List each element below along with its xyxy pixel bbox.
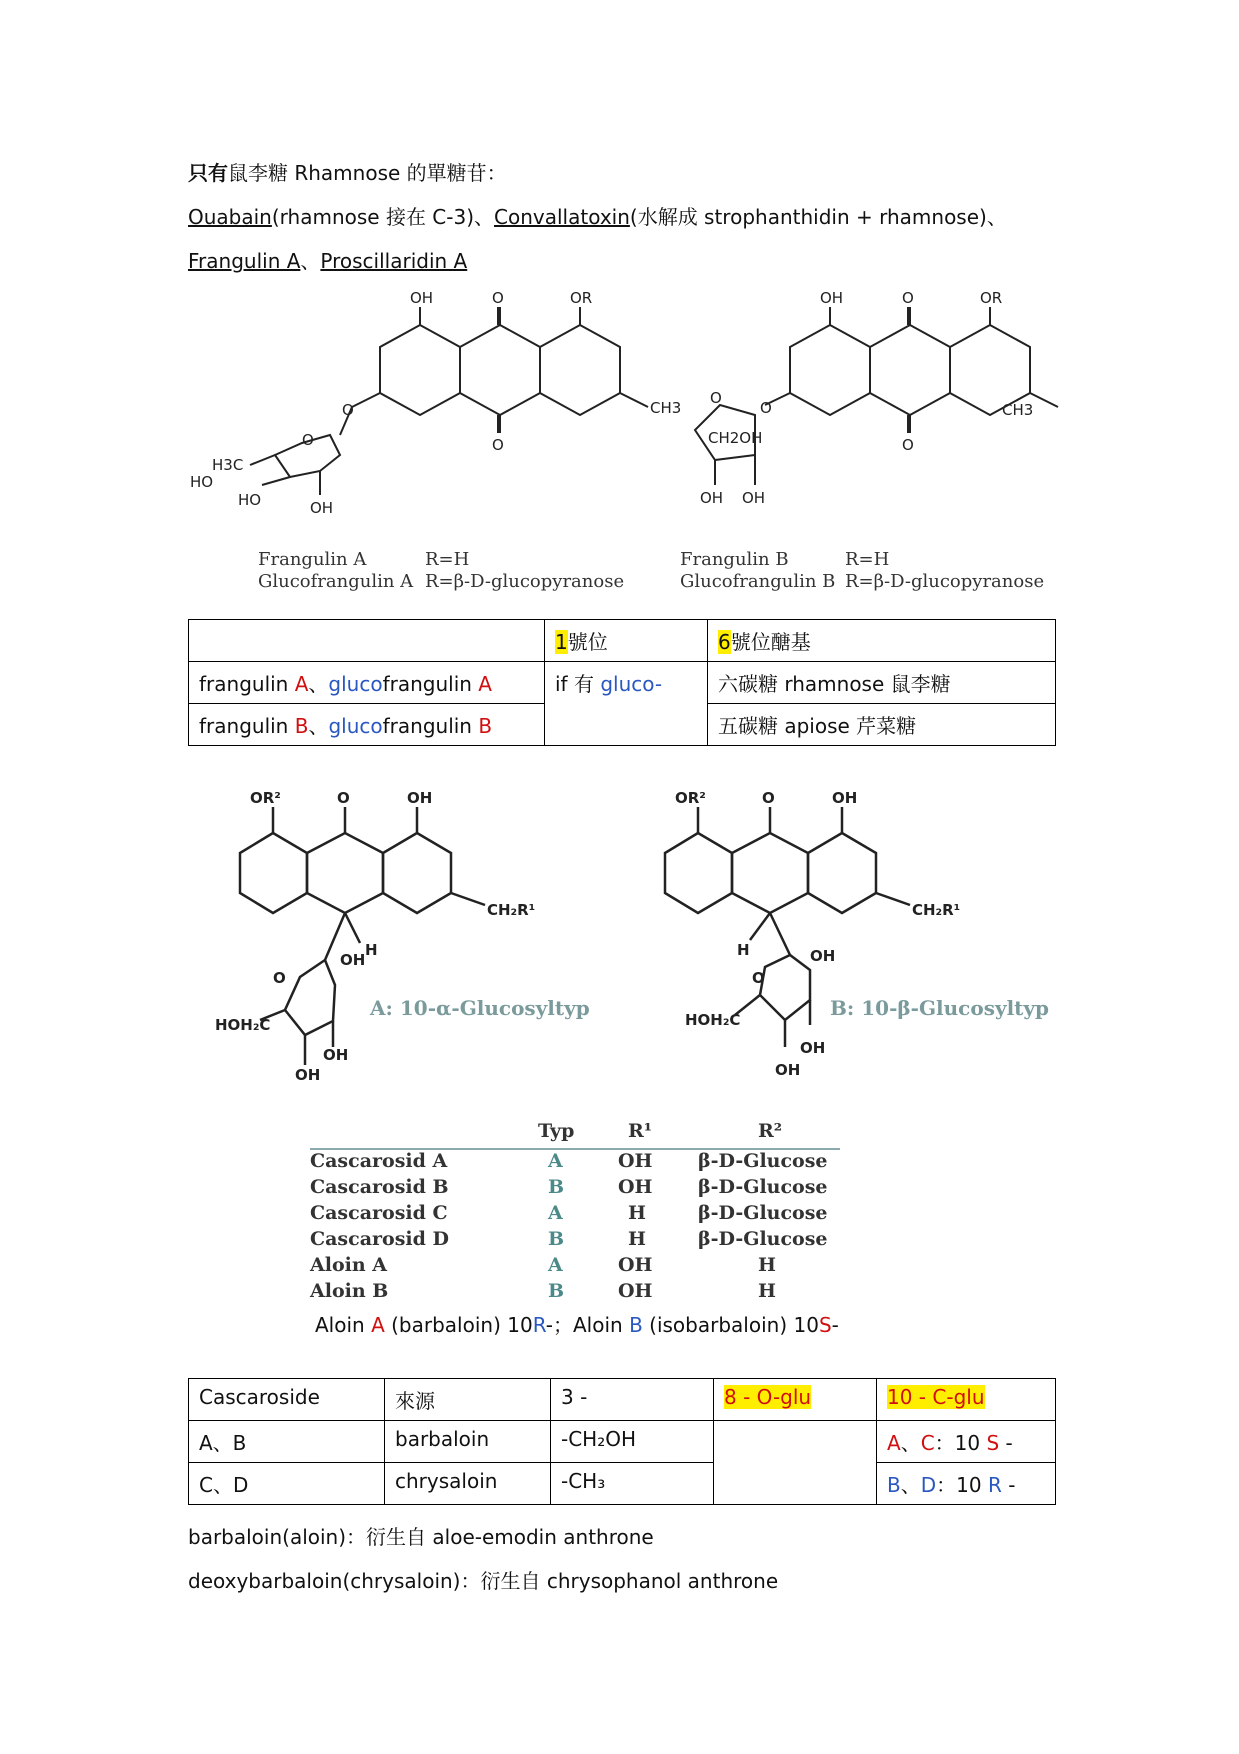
fa-h3c-label: H3C — [212, 456, 244, 474]
table-row-typ: A — [548, 1254, 563, 1276]
table-row-name: Cascarosid C — [310, 1202, 448, 1224]
table-row-typ: B — [548, 1228, 565, 1250]
al-o-label: O — [337, 789, 350, 807]
fa-o-link-label: O — [342, 401, 354, 419]
table-row-r2: β-D-Glucose — [698, 1228, 828, 1250]
aloin-stereo-line — [315, 1312, 839, 1338]
header-cell — [877, 1379, 1056, 1421]
al-ch2r1-label: CH₂R¹ — [487, 901, 536, 919]
table-cell — [877, 1421, 1056, 1463]
table-cell — [189, 704, 545, 746]
alpha-glucosyltyp-label: A: 10-α-Glucosyltyp — [370, 996, 590, 1020]
table-row — [189, 662, 1056, 704]
table-row — [189, 1421, 1056, 1463]
list-separator: 、 — [300, 249, 321, 273]
table-cell — [714, 1421, 877, 1505]
cell-text: frangulin — [382, 714, 479, 738]
table-row — [189, 620, 1056, 662]
position-1-text: 號位 — [567, 630, 608, 654]
fa-oh-label: OH — [410, 289, 434, 307]
ouabain-note: (rhamnose 接在 C-3)、 — [271, 205, 495, 229]
fb-oh-label: OH — [820, 289, 844, 307]
text-run: - — [831, 1313, 839, 1337]
cell-text: gluco- — [600, 672, 663, 696]
fb-cap1-name: Frangulin B — [680, 549, 789, 570]
be-o-label: O — [762, 789, 775, 807]
fa-cap1-r: R=H — [425, 549, 470, 570]
proscillaridin-a-link: Proscillaridin A — [320, 249, 468, 273]
fb-ch2oh-label: CH2OH — [708, 429, 763, 447]
position-1-highlight: 1 — [555, 630, 568, 654]
fb-o-bottom-label: O — [902, 436, 914, 454]
fa-cap2-r: R=β-D-glucopyranose — [425, 571, 625, 592]
table-row-name: Cascarosid B — [310, 1176, 449, 1198]
table-cell — [545, 620, 708, 662]
header-cell: Cascaroside — [189, 1379, 385, 1421]
fa-o-ring-label: O — [302, 431, 314, 449]
table-cell: chrysaloin — [385, 1463, 551, 1505]
table-row-r2: H — [758, 1254, 776, 1276]
cell-text: - — [1001, 1473, 1016, 1497]
fb-cap2-r: R=β-D-glucopyranose — [845, 571, 1045, 592]
cell-text: S — [986, 1431, 1000, 1455]
be-ch2r1-label: CH₂R¹ — [912, 901, 961, 919]
text-run: S — [818, 1313, 832, 1337]
beta-glucosyltyp-label: B: 10-β-Glucosyltyp — [830, 996, 1050, 1020]
header-cell: 3 - — [551, 1379, 714, 1421]
heading-rhamnose-glycosides — [188, 160, 507, 186]
table-row-typ: A — [548, 1202, 563, 1224]
cell-text: A — [478, 672, 492, 696]
fa-o-bottom-label: O — [492, 436, 504, 454]
cell-text: frangulin — [199, 714, 295, 738]
heading-bold: 只有 — [188, 161, 228, 185]
be-hoh2c-label: HOH₂C — [685, 1011, 741, 1029]
heading-rest: 鼠李糖 Rhamnose 的單糖苷： — [228, 161, 507, 185]
glycoside-list-line-2 — [188, 248, 467, 274]
table-cell — [189, 620, 545, 662]
cell-text: frangulin — [382, 672, 479, 696]
barbaloin-note: barbaloin(aloin)：衍生自 aloe-emodin anthrone — [188, 1525, 654, 1549]
cell-text: - — [999, 1431, 1013, 1455]
r1-header: R¹ — [628, 1120, 653, 1142]
table-cell: 五碳糖 apiose 芹菜糖 — [708, 704, 1056, 746]
fa-or-label: OR — [570, 289, 593, 307]
header-cell — [714, 1379, 877, 1421]
cell-text: if 有 — [555, 672, 601, 696]
cell-text: B — [887, 1473, 901, 1497]
be-o-ring-label: O — [752, 969, 765, 987]
table-cell — [708, 620, 1056, 662]
table-row-name: Aloin B — [310, 1280, 389, 1302]
table-row-name: Aloin A — [310, 1254, 388, 1276]
table-cell: 六碳糖 rhamnose 鼠李糖 — [708, 662, 1056, 704]
text-run: B — [629, 1313, 643, 1337]
r2-header: R² — [758, 1120, 783, 1142]
frangulin-a-link: Frangulin A — [188, 249, 301, 273]
al-oh-label: OH — [407, 789, 433, 807]
al-oh-ring-label: OH — [340, 951, 366, 969]
table-row-r1: OH — [618, 1280, 653, 1302]
table-row-r1: H — [628, 1228, 646, 1250]
be-oh-b1-label: OH — [800, 1039, 826, 1057]
convallatoxin-note: (水解成 strophanthidin + rhamnose)、 — [629, 205, 1007, 229]
al-or2-label: OR² — [250, 789, 281, 807]
be-oh-label: OH — [832, 789, 858, 807]
text-run: Aloin — [315, 1313, 372, 1337]
cascaroside-table — [188, 1378, 1056, 1505]
text-run: R — [532, 1313, 546, 1337]
convallatoxin-link: Convallatoxin — [494, 205, 630, 229]
ouabain-link: Ouabain — [188, 205, 272, 229]
text-run: -；Aloin — [545, 1313, 630, 1337]
table-row-r1: OH — [618, 1150, 653, 1172]
alpha-structure — [240, 807, 485, 1065]
cascarosid-table — [310, 1120, 850, 1310]
cell-text: ：10 — [934, 1431, 987, 1455]
table-row-typ: B — [548, 1176, 565, 1198]
fb-ch3-label: CH3 — [1002, 401, 1034, 419]
be-oh-b2-label: OH — [775, 1061, 801, 1079]
table-row-name: Cascarosid D — [310, 1228, 449, 1250]
typ-header: Typ — [538, 1120, 575, 1142]
fa-cap2-name: Glucofrangulin A — [258, 571, 414, 592]
fa-cap1-name: Frangulin A — [258, 549, 367, 570]
cell-text: 、 — [308, 672, 329, 696]
glycoside-list-line-1 — [188, 204, 1007, 230]
position-6-text: 號位醣基 — [730, 630, 811, 654]
fa-o-label: O — [492, 289, 504, 307]
al-o-ring-label: O — [273, 969, 286, 987]
frangulin-b-structure — [695, 307, 1058, 485]
table-row-r1: H — [628, 1202, 646, 1224]
cell-text: B — [294, 714, 309, 738]
table-cell: barbaloin — [385, 1421, 551, 1463]
fa-ch3-label: CH3 — [650, 399, 682, 417]
cell-text: frangulin — [199, 672, 295, 696]
cell-text: D — [920, 1473, 937, 1497]
table-row — [189, 1463, 1056, 1505]
table-row-name: Cascarosid A — [310, 1150, 448, 1172]
highlight-text: 8 - O-glu — [724, 1385, 812, 1409]
table-row-typ: A — [548, 1150, 563, 1172]
table-cell: -CH₂OH — [551, 1421, 714, 1463]
fa-oh-bottom-label: OH — [310, 499, 334, 517]
position-6-highlight: 6 — [718, 630, 731, 654]
fb-o-label: O — [902, 289, 914, 307]
fb-oh2-label: OH — [742, 489, 766, 507]
cell-text: R — [987, 1473, 1002, 1497]
cell-text: 、 — [900, 1473, 921, 1497]
cell-text: 、 — [900, 1431, 921, 1455]
cell-text: 、 — [308, 714, 329, 738]
frangulin-table — [188, 619, 1056, 746]
cell-text: B — [478, 714, 493, 738]
be-or2-label: OR² — [675, 789, 706, 807]
table-cell — [189, 662, 545, 704]
al-oh-b1-label: OH — [323, 1046, 349, 1064]
al-oh-b2-label: OH — [295, 1066, 321, 1084]
table-cell — [877, 1463, 1056, 1505]
al-h-label: H — [365, 941, 378, 959]
highlight-text: 10 - C-glu — [887, 1385, 985, 1409]
fa-ho2-label: HO — [238, 491, 262, 509]
table-cell: A、B — [189, 1421, 385, 1463]
fb-cap2-name: Glucofrangulin B — [680, 571, 836, 592]
table-cell: C、D — [189, 1463, 385, 1505]
table-cell — [545, 662, 708, 746]
table-row — [189, 1379, 1056, 1421]
table-row-r2: β-D-Glucose — [698, 1176, 828, 1198]
table-row-typ: B — [548, 1280, 565, 1302]
be-oh-ring-label: OH — [810, 947, 836, 965]
table-row-r2: β-D-Glucose — [698, 1150, 828, 1172]
glucosyltyp-structures-figure — [215, 785, 1055, 1105]
table-cell: -CH₃ — [551, 1463, 714, 1505]
fb-oh1-label: OH — [700, 489, 724, 507]
text-run: (barbaloin) 10 — [384, 1313, 533, 1337]
cell-text: A — [887, 1431, 901, 1455]
be-h-label: H — [737, 941, 750, 959]
table-row-r2: H — [758, 1280, 776, 1302]
frangulin-a-structure — [250, 307, 648, 495]
al-hoh2c-label: HOH₂C — [215, 1016, 271, 1034]
fa-ho1-label: HO — [190, 473, 214, 491]
frangulin-structures-figure — [180, 285, 1060, 610]
fb-or-label: OR — [980, 289, 1003, 307]
cell-text: gluco — [328, 672, 383, 696]
table-row-r1: OH — [618, 1254, 653, 1276]
table-row-r2: β-D-Glucose — [698, 1202, 828, 1224]
header-cell: 來源 — [385, 1379, 551, 1421]
fb-cap1-r: R=H — [845, 549, 890, 570]
text-run: A — [371, 1313, 385, 1337]
cell-text: ：10 — [936, 1473, 988, 1497]
fb-o-link-label: O — [760, 399, 772, 417]
cell-text: A — [294, 672, 309, 696]
fb-o-ring-label: O — [710, 389, 722, 407]
cell-text: gluco — [328, 714, 383, 738]
table-row-r1: OH — [618, 1176, 653, 1198]
cell-text: C — [920, 1431, 935, 1455]
text-run: (isobarbaloin) 10 — [642, 1313, 819, 1337]
chrysaloin-note: deoxybarbaloin(chrysaloin)：衍生自 chrysophanol anthrone — [188, 1569, 779, 1593]
